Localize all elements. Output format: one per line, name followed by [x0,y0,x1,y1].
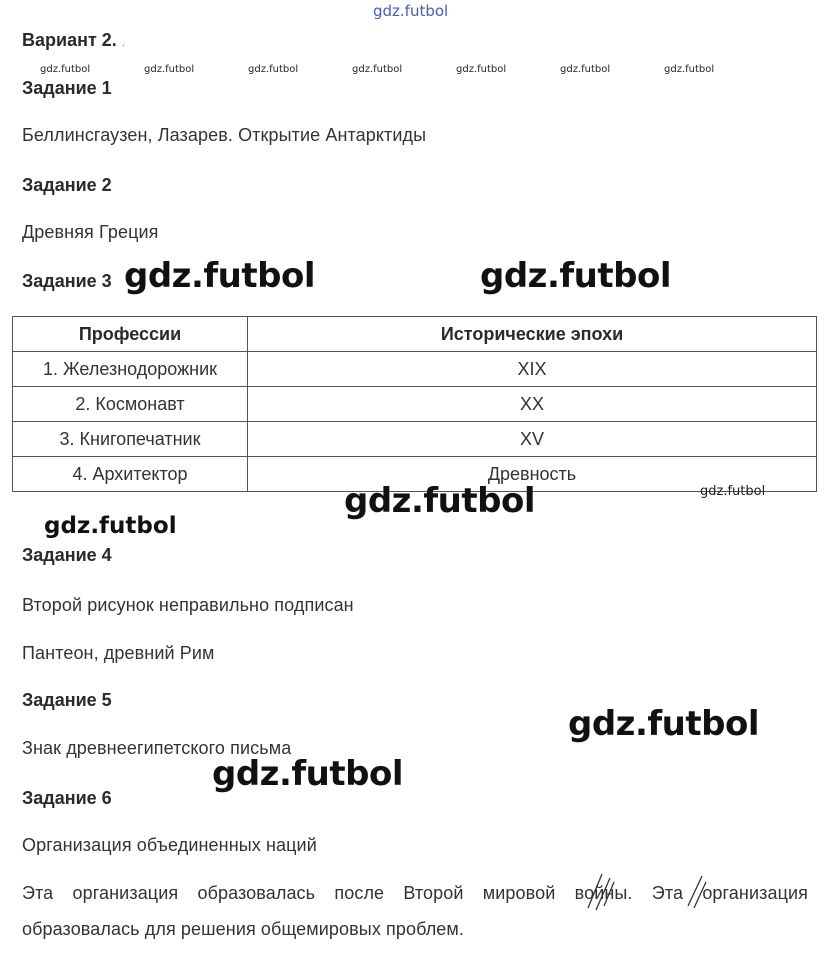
watermark-small: gdz.futbol [560,64,611,75]
table-row [13,422,817,457]
table-cell: XIX [248,352,817,387]
watermark-small: gdz.futbol [456,64,507,75]
task-3-heading: Задание 3 [22,271,112,291]
watermark-large: gdz.futbol [212,754,403,794]
table-cell: 2. Космонавт [13,387,248,422]
table-cell: XV [248,422,817,457]
table-row [13,387,817,422]
watermark-large: gdz.futbol [568,704,759,744]
column-header-epochs: Исторические эпохи [248,317,817,352]
task-4-answer-2: Пантеон, древний Рим [22,643,215,663]
column-header-professions: Профессии [13,317,248,352]
watermark-small: gdz.futbol [664,64,715,75]
variant-title-text: Вариант 2. [22,30,117,50]
watermark-medium: gdz.futbol [44,513,177,539]
professions-table [12,316,817,492]
table-row [13,352,817,387]
watermark-small: gdz.futbol [40,64,91,75]
task-2-answer: Древняя Греция [22,222,159,242]
watermark-large: gdz.futbol [124,256,315,296]
watermark-large: gdz.futbol [344,481,535,521]
watermark-small: gdz.futbol [248,64,299,75]
watermark-large: gdz.futbol [480,256,671,296]
watermark-top: gdz.futbol [373,2,449,20]
table-header-row [13,317,817,352]
variant-title [22,30,125,51]
table-cell: XX [248,387,817,422]
scribble-marks [580,860,730,920]
task-5-answer: Знак древнеегипетского письма [22,738,292,758]
task-4-answer-1: Второй рисунок неправильно подписан [22,595,354,615]
task-6-answer-1: Организация объединенных наций [22,835,317,855]
watermark-small: gdz.futbol [352,64,403,75]
task-6-answer-2: Эта организация образовалась после Второй мировой войны. Эта организация образовалась для решения общемировых проблем. [22,883,808,939]
variant-title-dot: . [121,35,126,49]
task-4-heading: Задание 4 [22,545,112,565]
watermark-small: gdz.futbol [144,64,195,75]
task-5-heading: Задание 5 [22,690,112,710]
task-1-heading: Задание 1 [22,78,112,98]
watermark-small: gdz.futbol [700,484,766,499]
task-6-heading: Задание 6 [22,788,112,808]
table-cell: 1. Железнодорожник [13,352,248,387]
table-cell: Древность [248,457,817,492]
table-cell: 3. Книгопечатник [13,422,248,457]
task-1-answer: Беллинсгаузен, Лазарев. Открытие Антарктиды [22,125,427,145]
table-cell: 4. Архитектор [13,457,248,492]
task-2-heading: Задание 2 [22,175,112,195]
